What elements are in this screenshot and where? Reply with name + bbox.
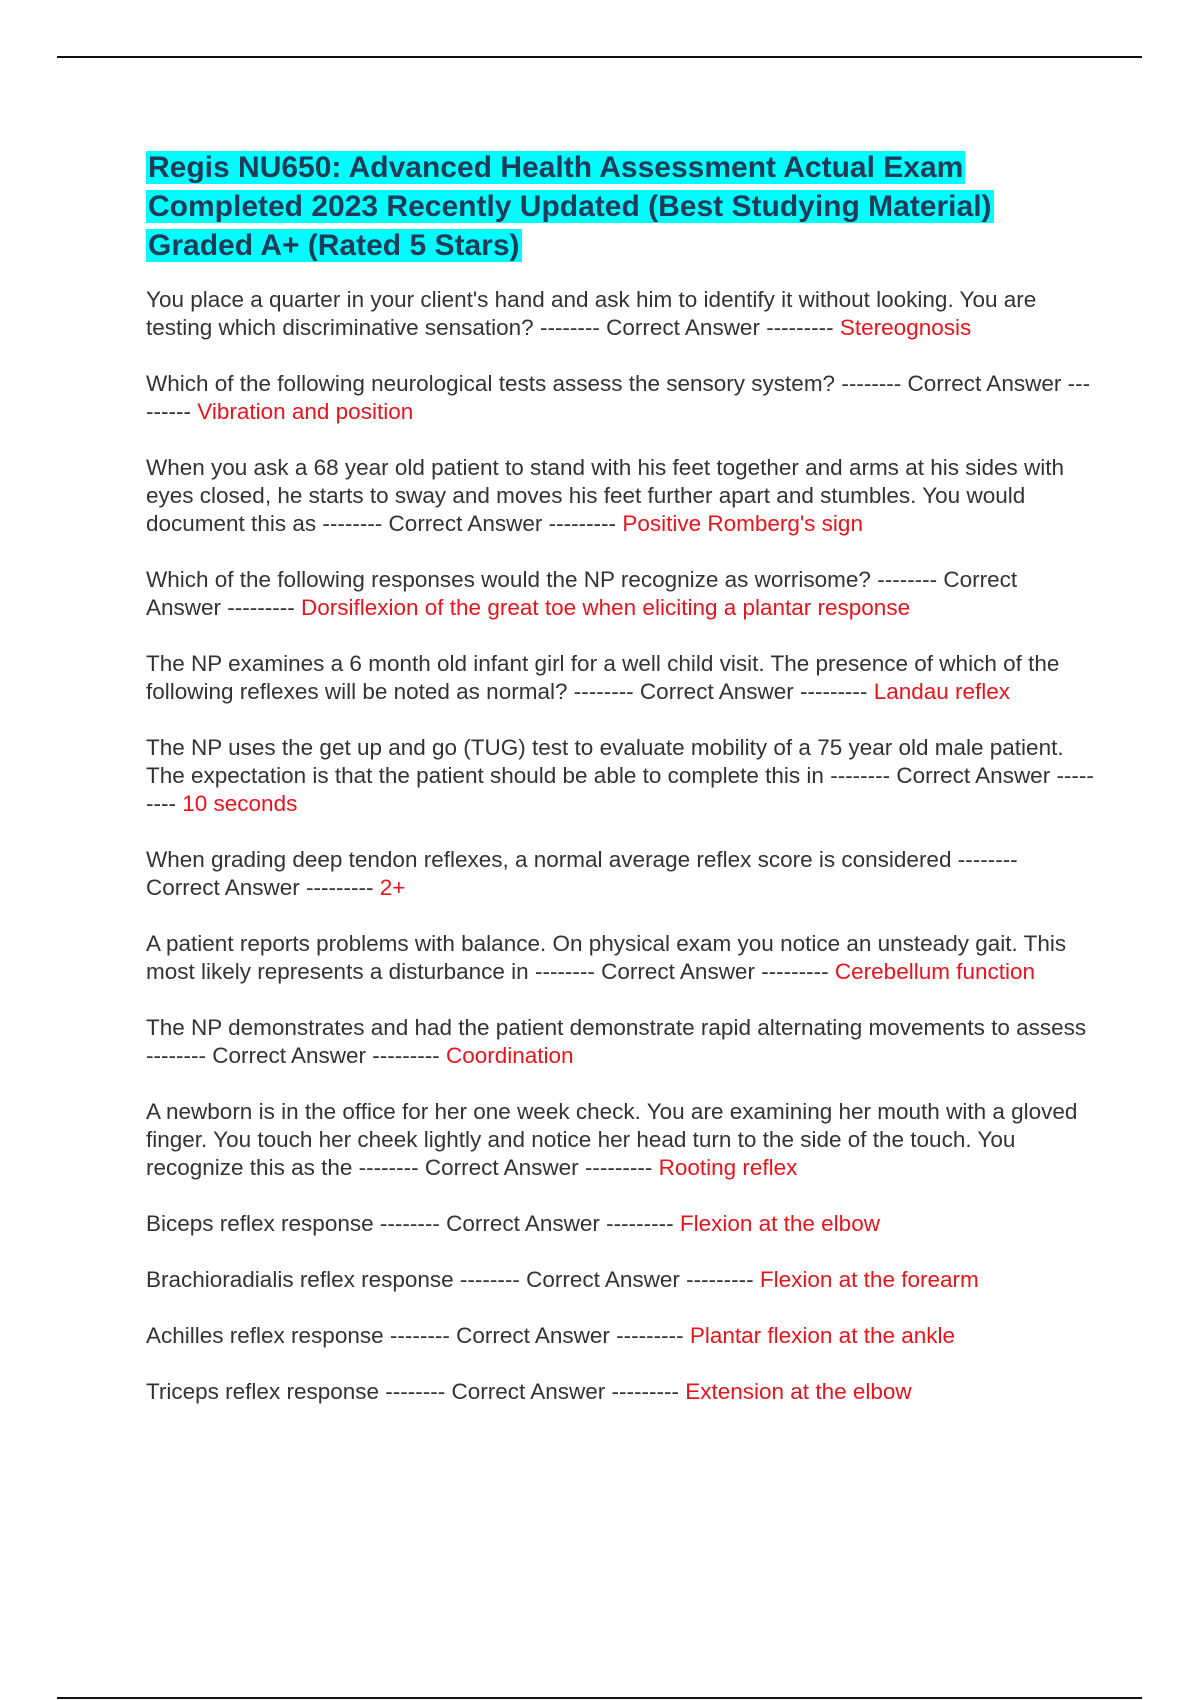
qa-item [146,1098,1096,1182]
question-text: Which of the following responses would the NP recognize as worrisome? [146,567,871,592]
qa-item [146,566,1096,622]
correct-answer-separator: -------- Correct Answer --------- [573,679,868,704]
document-body [146,148,1096,1434]
question-text: You place a quarter in your client's hand and ask him to identify it without looking. You are testing which discriminative sensation? [146,287,1037,340]
correct-answer-separator: -------- Correct Answer --------- [358,1155,653,1180]
correct-answer-separator: -------- Correct Answer --------- [379,1211,674,1236]
answer-text: Flexion at the elbow [679,1211,880,1236]
qa-item [146,734,1096,818]
qa-item [146,286,1096,342]
answer-text: 10 seconds [182,791,298,816]
correct-answer-separator: -------- Correct Answer --------- [146,763,1094,816]
correct-answer-separator: -------- Correct Answer --------- [146,847,1018,900]
correct-answer-separator: -------- Correct Answer --------- [146,371,1091,424]
qa-item [146,1378,1096,1406]
answer-text: Positive Romberg's sign [622,511,863,536]
correct-answer-separator: -------- Correct Answer --------- [322,511,617,536]
document-title [146,148,1096,265]
question-text: A newborn is in the office for her one week check. You are examining her mouth with a gloved finger. You touch her cheek lightly and notice her head turn to the side of the touch. You recognize this as the [146,1099,1078,1180]
answer-text: Dorsiflexion of the great toe when eliciting a plantar response [300,595,911,620]
qa-item [146,1014,1096,1070]
answer-text: Cerebellum function [834,959,1036,984]
answer-text: Rooting reflex [658,1155,798,1180]
qa-item [146,1210,1096,1238]
correct-answer-separator: -------- Correct Answer --------- [146,567,1018,620]
answer-text: Landau reflex [873,679,1011,704]
title-highlight: Regis NU650: Advanced Health Assessment Actual Exam Completed 2023 Recently Updated (Best Studying Material) Graded A+ (Rated 5 Stars) [148,151,992,262]
question-text: When grading deep tendon reflexes, a normal average reflex score is considered [146,847,952,872]
qa-item [146,650,1096,706]
correct-answer-separator: -------- Correct Answer --------- [146,1043,440,1068]
answer-text: Plantar flexion at the ankle [689,1323,956,1348]
answer-text: Stereognosis [839,315,972,340]
top-rule [57,56,1142,58]
question-text: Biceps reflex response [146,1211,374,1236]
question-text: The NP uses the get up and go (TUG) test to evaluate mobility of a 75 year old male patient. The expectation is that the patient should be able to complete this in [146,735,1064,788]
question-text: The NP examines a 6 month old infant girl for a well child visit. The presence of which of the following reflexes will be noted as normal? [146,651,1060,704]
correct-answer-separator: -------- Correct Answer --------- [539,315,834,340]
correct-answer-separator: -------- Correct Answer --------- [459,1267,754,1292]
question-text: The NP demonstrates and had the patient demonstrate rapid alternating movements to assess [146,1015,1087,1040]
qa-item [146,370,1096,426]
correct-answer-separator: -------- Correct Answer --------- [389,1323,684,1348]
correct-answer-separator: -------- Correct Answer --------- [534,959,829,984]
bottom-rule [57,1697,1142,1699]
answer-text: Coordination [445,1043,574,1068]
qa-list [146,286,1096,1406]
question-text: Triceps reflex response [146,1379,380,1404]
question-text: When you ask a 68 year old patient to stand with his feet together and arms at his sides with eyes closed, he starts to sway and moves his feet further apart and stumbles. You would document this as [146,455,1065,536]
question-text: Achilles reflex response [146,1323,384,1348]
qa-item [146,1266,1096,1294]
qa-item [146,846,1096,902]
question-text: Brachioradialis reflex response [146,1267,454,1292]
answer-text: Extension at the elbow [685,1379,912,1404]
answer-text: Vibration and position [197,399,414,424]
answer-text: Flexion at the forearm [759,1267,979,1292]
correct-answer-separator: -------- Correct Answer --------- [385,1379,679,1404]
answer-text: 2+ [379,875,406,900]
question-text: Which of the following neurological tests assess the sensory system? [146,371,836,396]
question-text: A patient reports problems with balance. On physical exam you notice an unsteady gait. This most likely represents a disturbance in [146,931,1067,984]
qa-item [146,1322,1096,1350]
qa-item [146,454,1096,538]
qa-item [146,930,1096,986]
